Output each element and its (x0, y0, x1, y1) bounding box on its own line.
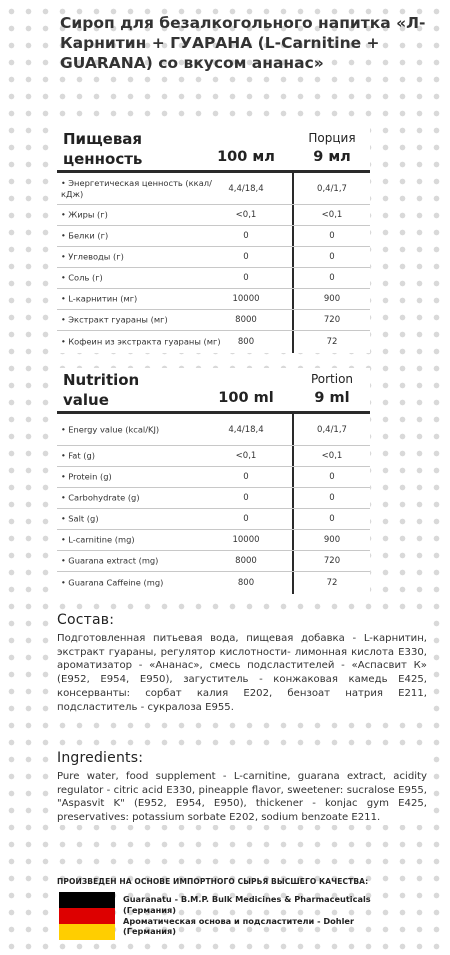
row-value-100: 4,4/18,4 (228, 424, 264, 435)
nutrition-rows-ru (57, 173, 370, 352)
table-row (57, 268, 370, 289)
row-value-100: 0 (243, 252, 249, 262)
nutrition-label-en: Nutrition value (63, 371, 140, 409)
row-name: • L-carnitine (mg) (61, 535, 221, 546)
table-row (57, 173, 370, 205)
column-100ml-ru: 100 мл (217, 149, 275, 165)
table-row (57, 530, 370, 551)
composition-text: Подготовленная питьевая вода, пищевая добавка - L-карнитин, экстракт гуараны, регулятор кислотности- лимонная кислота E330, ароматизатор - «Ананас», смесь подсластителей - «Аспасвит К» (E952, E954, E950), загуститель - конжаковая камедь E425, консерванты: сорбат калия E202, бензоат натрия E211, подсластитель - сукралоза E955. (57, 633, 427, 713)
row-value-100: 8000 (235, 556, 257, 566)
nutrition-table-en (57, 368, 370, 594)
table-row (57, 247, 370, 268)
row-value-portion: 900 (323, 294, 341, 304)
row-name: • Энергетическая ценность (ккал/кДж) (61, 178, 221, 200)
row-name: • Salt (g) (61, 514, 221, 525)
column-portion-ru: 9 мл (313, 149, 351, 165)
row-value-portion: 720 (323, 315, 341, 325)
row-value-100: 0 (243, 472, 249, 482)
row-value-portion: 720 (323, 556, 341, 566)
composition-section (57, 612, 427, 714)
ingredients-heading: Ingredients: (57, 750, 144, 766)
product-title: Сироп для безалкогольного напитка «Л-Карнитин + ГУАРАНА (L-Carnitine + GUARANA) со вкусом ананас» (60, 14, 426, 72)
row-name: • Соль (г) (61, 273, 221, 284)
column-portion-label-en: Portion (310, 372, 354, 386)
flag-stripe (59, 892, 115, 908)
row-name: • Carbohydrate (g) (61, 493, 221, 504)
supplier-flavor: Ароматическая основа и подсластители - Dohler (Германия) (123, 915, 355, 937)
flag-stripe (59, 924, 115, 940)
row-name: • Guarana Caffeine (mg) (61, 577, 221, 588)
row-name: • Guarana extract (mg) (61, 556, 221, 567)
row-value-portion: <0,1 (321, 210, 343, 220)
row-name: • Экстракт гуараны (мг) (61, 315, 221, 326)
row-value-portion: 0 (329, 493, 335, 503)
table-row (57, 226, 370, 247)
row-value-portion: 0 (329, 231, 335, 241)
supplier-guarana: Guaranatu - B.M.P. Bulk Medicines & Pharmaceuticals (Германия) (123, 894, 371, 915)
row-value-portion: 72 (326, 336, 338, 347)
row-name: • Fat (g) (61, 451, 221, 462)
ingredients-text: Pure water, food supplement - L-carnitine, guarana extract, acidity regulator - citric acid E330, pineapple flavor, sweetener: sucralose E955, "Aspasvit K" (E952, E954, E950), thickener - konjac gym E425, preservatives: potassium sorbate E202, sodium benzoate E211. (57, 771, 427, 824)
row-value-100: 0 (243, 273, 249, 283)
row-value-portion: 0 (329, 472, 335, 482)
table-row (57, 414, 370, 446)
table-row (57, 572, 370, 593)
row-name: • Protein (g) (61, 472, 221, 483)
table-row (57, 488, 370, 509)
column-portion-label-ru: Порция (308, 131, 356, 145)
row-value-portion: 0,4/1,7 (317, 183, 347, 194)
row-value-portion: 0 (329, 273, 335, 283)
row-value-100: 8000 (235, 315, 257, 325)
row-value-100: <0,1 (235, 210, 257, 220)
row-value-100: 0 (243, 231, 249, 241)
ingredients-section (57, 750, 427, 825)
table-row (57, 289, 370, 310)
composition-heading: Состав: (57, 612, 115, 628)
nutrition-header-en (57, 368, 370, 414)
column-100ml-en: 100 ml (218, 390, 274, 406)
row-value-100: 800 (237, 577, 255, 588)
row-value-100: 0 (243, 514, 249, 524)
row-value-portion: 72 (326, 577, 338, 588)
table-row (57, 446, 370, 467)
row-value-100: 800 (237, 336, 255, 347)
row-value-100: 10000 (232, 535, 260, 545)
row-value-portion: 900 (323, 535, 341, 545)
row-name: • Углеводы (г) (61, 252, 221, 263)
row-value-portion: <0,1 (321, 451, 343, 461)
row-name: • L-карнитин (мг) (61, 294, 221, 305)
nutrition-label-ru: Пищевая ценность (63, 130, 143, 168)
nutrition-table-ru (57, 127, 370, 353)
row-name: • Energy value (kcal/KJ) (61, 424, 221, 435)
row-value-100: <0,1 (235, 451, 257, 461)
suppliers-list (123, 894, 373, 937)
imported-raw-materials-note: ПРОИЗВЕДЕН НА ОСНОВЕ ИМПОРТНОГО СЫРЬЯ ВЫСШЕГО КАЧЕСТВА: (57, 877, 369, 886)
row-value-portion: 0 (329, 252, 335, 262)
table-row (57, 509, 370, 530)
row-value-100: 4,4/18,4 (228, 183, 264, 194)
table-row (57, 331, 370, 352)
row-value-portion: 0,4/1,7 (317, 424, 347, 435)
row-name: • Белки (г) (61, 231, 221, 242)
germany-flag-icon (59, 892, 115, 940)
row-value-100: 10000 (232, 294, 260, 304)
row-name: • Кофеин из экстракта гуараны (мг) (61, 336, 231, 347)
row-name: • Жиры (г) (61, 210, 221, 221)
row-value-portion: 0 (329, 514, 335, 524)
flag-stripe (59, 908, 115, 924)
table-row (57, 467, 370, 488)
table-row (57, 310, 370, 331)
table-row (57, 205, 370, 226)
origin-footer (57, 877, 387, 886)
column-portion-en: 9 ml (314, 390, 350, 406)
table-row (57, 551, 370, 572)
row-value-100: 0 (243, 493, 249, 503)
nutrition-header-ru (57, 127, 370, 173)
nutrition-rows-en (57, 414, 370, 593)
